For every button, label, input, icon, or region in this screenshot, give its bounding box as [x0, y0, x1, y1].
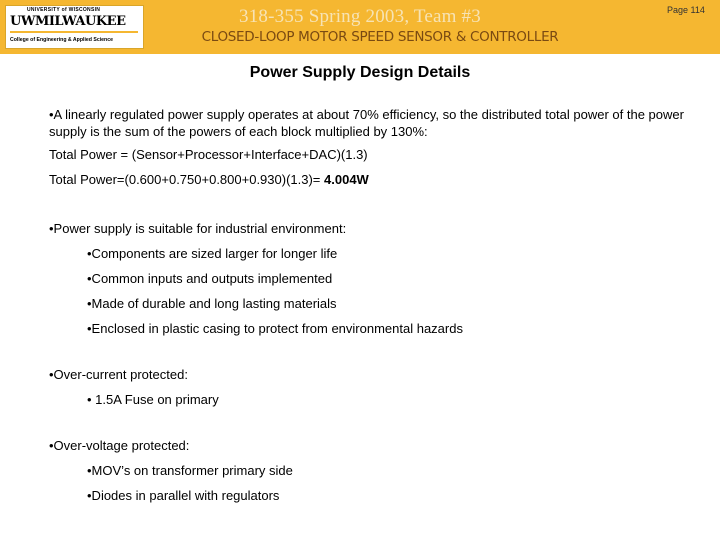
list-item: • 1.5A Fuse on primary [87, 392, 219, 407]
course-title: 318-355 Spring 2003, Team #3 [239, 6, 481, 27]
list-item: •Made of durable and long lasting materials [87, 296, 337, 311]
slide-body [49, 106, 689, 504]
list-item: •Components are sized larger for longer life [87, 246, 338, 261]
efficiency-bullet: •A linearly regulated power supply operates at about 70% efficiency, so the distributed total power of the power supply is the sum of the powers of each block multiplied by 130%: [49, 107, 684, 139]
list-item: •Diodes in parallel with regulators [87, 488, 280, 503]
list-item: •MOV’s on transformer primary side [87, 463, 293, 478]
list-item: •Enclosed in plastic casing to protect from environmental hazards [87, 321, 463, 336]
total-power-result: 4.004W [324, 172, 369, 187]
environment-bullet: •Power supply is suitable for industrial environment: [49, 221, 347, 236]
overcurrent-bullet: •Over-current protected: [49, 367, 188, 382]
page-number: Page 114 [667, 5, 705, 15]
list-item: •Common inputs and outputs implemented [87, 271, 333, 286]
logo-college-text: College of Engineering & Applied Science [10, 37, 113, 43]
logo-university-text: UNIVERSITY of WISCONSIN [27, 7, 101, 13]
formula-total-power: Total Power = (Sensor+Processor+Interface+DAC)(1.3) [49, 147, 368, 162]
overvoltage-bullet: •Over-voltage protected: [49, 438, 190, 453]
header-banner [0, 0, 720, 54]
logo-uwm-wordmark: UWMILWAUKEE [10, 14, 126, 29]
formula-total-power-values: Total Power=(0.600+0.750+0.800+0.930)(1.3)= 4.004W [49, 172, 369, 187]
slide-heading: Power Supply Design Details [249, 64, 471, 81]
project-title: CLOSED-LOOP MOTOR SPEED SENSOR & CONTROLLER [201, 29, 559, 45]
